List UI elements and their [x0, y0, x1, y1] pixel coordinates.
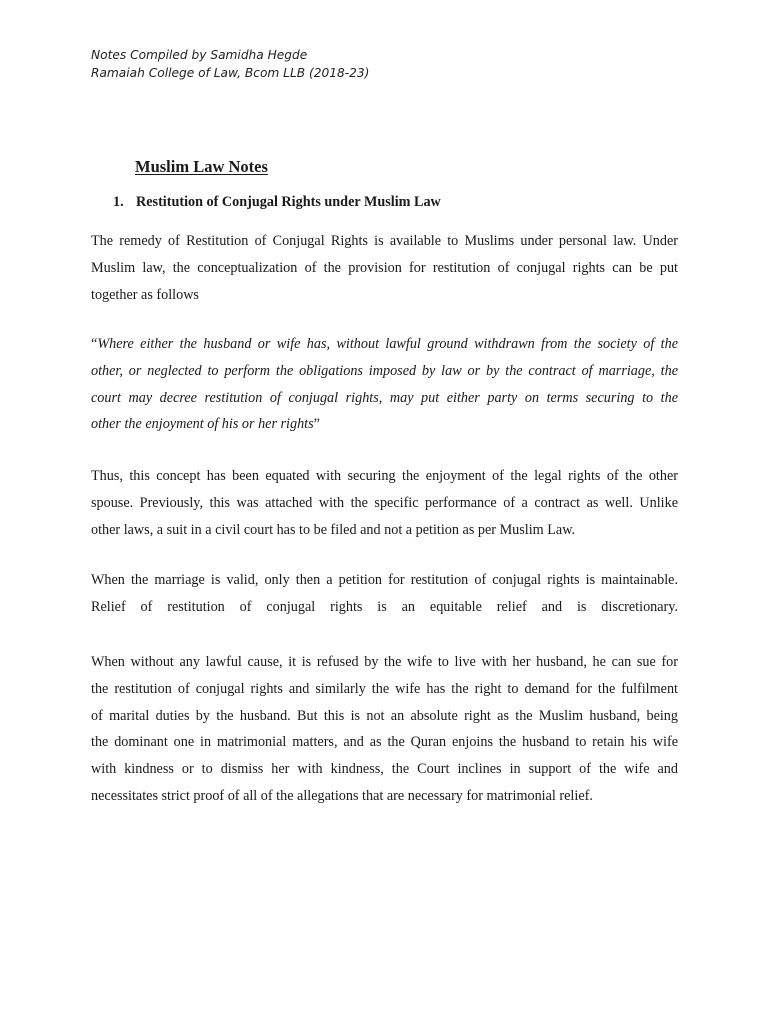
paragraph-line: Muslim law, the conceptualization of the provision for restitution of conjugal rights can be put	[91, 259, 678, 276]
quoted-provision	[91, 331, 678, 438]
paragraph-line: When the marriage is valid, only then a petition for restitution of conjugal rights is maintainable.	[91, 572, 678, 588]
paragraph-line: When without any lawful cause, it is refused by the wife to live with her husband, he can sue for	[91, 654, 678, 670]
paragraph-line: the dominant one in matrimonial matters, and as the Quran enjoins the husband to retain his wife	[91, 734, 678, 751]
quote-line-text: Where either the husband or wife has, without lawful ground withdrawn from the society of the	[97, 336, 678, 352]
paragraph-line: necessitates strict proof of all of the allegations that are necessary for matrimonial relief.	[91, 787, 593, 804]
section-heading-text: Restitution of Conjugal Rights under Muslim Law	[136, 194, 441, 210]
header-college-line: Ramaiah College of Law, Bcom LLB (2018-23)	[91, 66, 370, 80]
paragraph-line: of marital duties by the husband. But this is not an absolute right as the Muslim husband, being	[91, 707, 678, 724]
quote-line: court may decree restitution of conjugal rights, may put either party on terms securing to the	[91, 389, 678, 406]
header-compiler-line: Notes Compiled by Samidha Hegde	[91, 48, 308, 62]
paragraph-line: other laws, a suit in a civil court has to be filed and not a petition as per Muslim Law.	[91, 521, 576, 538]
close-quote-mark: ”	[313, 416, 320, 433]
paragraph-concept	[91, 463, 678, 543]
paragraph-line: with kindness or to dismiss her with kindness, the Court inclines in support of the wife and	[91, 761, 678, 778]
section-number: 1.	[113, 194, 124, 210]
paragraph-line: the restitution of conjugal rights and similarly the wife has the right to demand for the fulfilment	[91, 680, 678, 697]
paragraph-lawful-cause	[91, 649, 678, 810]
document-title: Muslim Law Notes	[135, 157, 268, 176]
quote-line	[91, 331, 678, 358]
paragraph-line: spouse. Previously, this was attached with the specific performance of a contract as well. Unlike	[91, 494, 678, 511]
paragraph-line: Relief of restitution of conjugal rights is an equitable relief and is discretionary.	[91, 598, 678, 615]
quote-line-text: other the enjoyment of his or her rights	[91, 416, 314, 433]
quote-line: other, or neglected to perform the obligations imposed by law or by the contract of marriage, the	[91, 362, 678, 379]
paragraph-line: The remedy of Restitution of Conjugal Rights is available to Muslims under personal law. Under	[91, 233, 678, 249]
header-note	[91, 46, 369, 82]
paragraph-line: together as follows	[91, 286, 199, 303]
section-heading	[113, 194, 441, 211]
paragraph-line: Thus, this concept has been equated with securing the enjoyment of the legal rights of the other	[91, 468, 678, 484]
paragraph-validity	[91, 567, 678, 621]
quote-line	[91, 411, 678, 438]
paragraph-intro	[91, 228, 678, 308]
open-quote-mark: “	[91, 336, 98, 352]
